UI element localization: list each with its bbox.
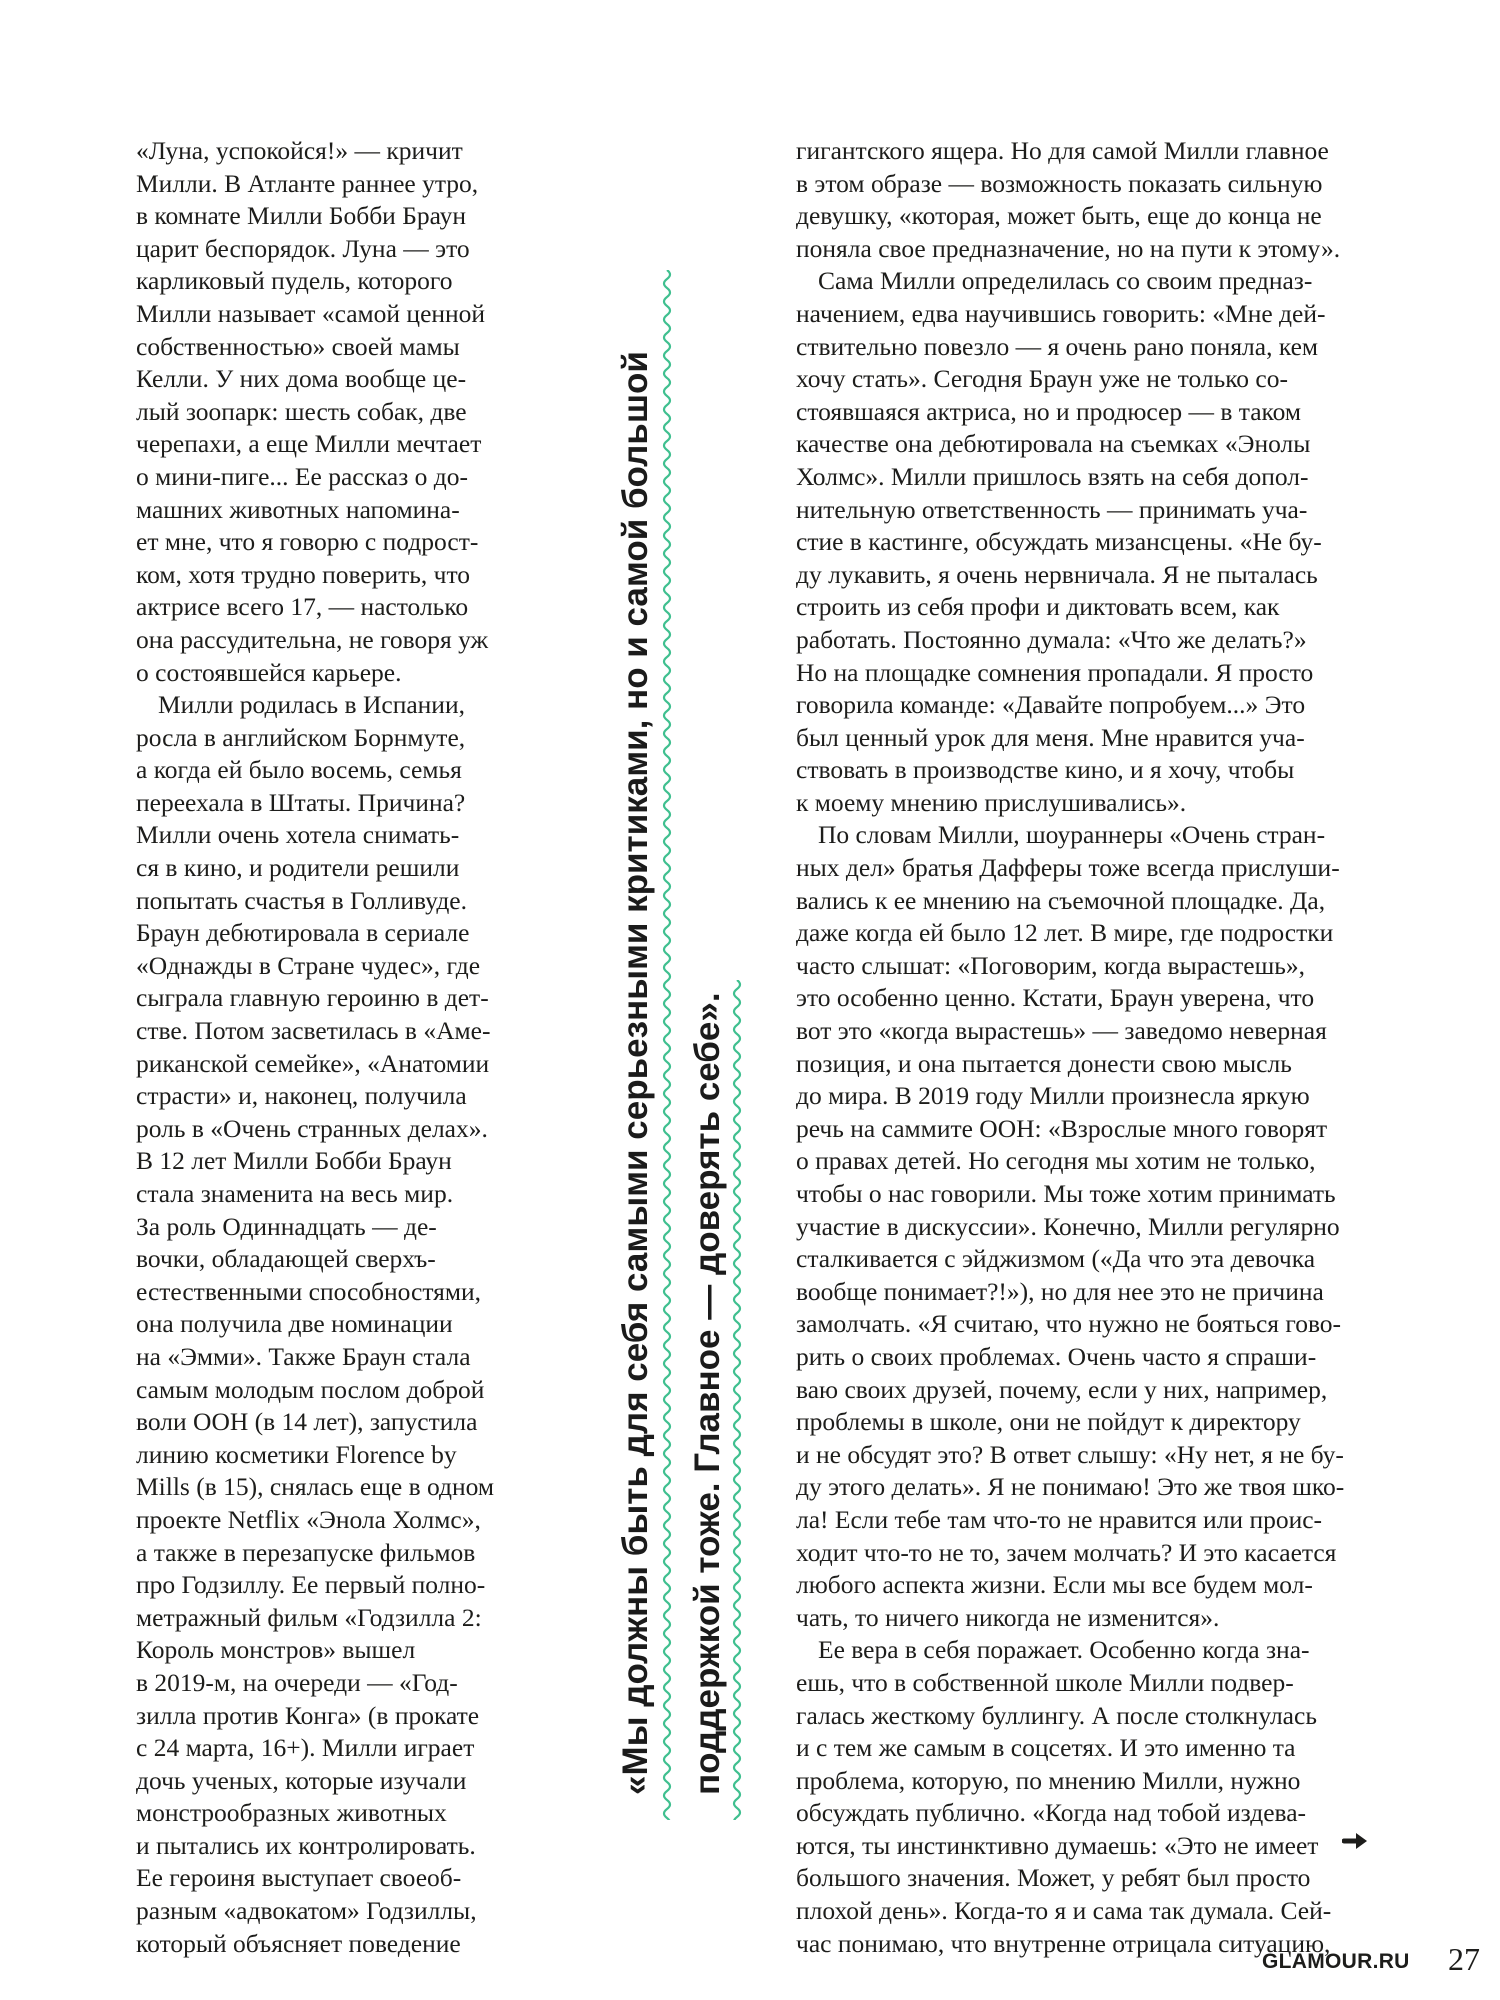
text-line: начением, едва научившись говорить: «Мне дей- — [796, 298, 1326, 328]
text-line: чтобы о нас говорили. Мы тоже хотим принимать — [796, 1179, 1336, 1208]
text-line: Ее вера в себя поражает. Особенно когда зна- — [818, 1635, 1310, 1665]
text-line: стала знаменита на весь мир. — [136, 1179, 454, 1208]
text-line: а также в перезапуске фильмов — [136, 1537, 476, 1567]
text-line: часто слышат: «Поговорим, когда вырастешь», — [796, 950, 1305, 980]
text-line: ных дел» братья Дафферы тоже всегда прислуши- — [796, 853, 1340, 883]
text-line: «Однажды в Стране чудес», где — [136, 950, 481, 980]
text-line: который объясняет поведение — [136, 1928, 461, 1958]
text-line: качестве она дебютировала на съемках «Энолы — [796, 429, 1311, 459]
text-line: проекте Netflix «Энола Холмс», — [136, 1504, 481, 1534]
text-line: роль в «Очень странных делах». — [136, 1113, 488, 1143]
text-line: и пытались их контролировать. — [136, 1830, 476, 1860]
article-column-left — [136, 135, 556, 1960]
text-line: вот это «когда вырастешь» — заведомо неверная — [796, 1016, 1327, 1046]
text-line: ся в кино, и родители решили — [136, 853, 460, 883]
text-line: хочу стать». Сегодня Браун уже не только со- — [796, 364, 1288, 394]
text-line: царит беспорядок. Луна — это — [136, 233, 470, 263]
text-line: девушку, «которая, может быть, еще до конца не — [796, 201, 1322, 231]
text-line: замолчать. «Я считаю, что нужно не бояться гово- — [796, 1309, 1342, 1339]
text-line: о правах детей. Но сегодня мы хотим не только, — [796, 1146, 1316, 1176]
text-line: о мини-пиге... Ее рассказ о до- — [136, 461, 469, 491]
text-line: гигантского ящера. Но для самой Милли главное — [796, 136, 1329, 165]
text-line: поняла свое предназначение, но на пути к этому». — [796, 233, 1341, 263]
text-line: актрисе всего 17, — настолько — [136, 592, 469, 622]
text-line: даже когда ей было 12 лет. В мире, где подростки — [796, 918, 1334, 948]
text-line: говорила команде: «Давайте попробуем...» Это — [796, 690, 1306, 720]
pull-quote-line-2: поддержкой тоже. Главное — доверять себе». — [688, 992, 727, 1795]
text-line: речь на саммите ООН: «Взрослые много говорят — [796, 1113, 1328, 1143]
text-line: чать, то ничего никогда не изменится». — [796, 1602, 1220, 1632]
text-line: самым молодым послом доброй — [136, 1374, 485, 1404]
text-line: Но на площадке сомнения пропадали. Я просто — [796, 657, 1314, 687]
text-line: ются, ты инстинктивно думаешь: «Это не имеет — [796, 1830, 1319, 1860]
text-line: к моему мнению прислушивались». — [796, 787, 1187, 817]
text-line: обсуждать публично. «Когда над тобой издева- — [796, 1798, 1307, 1828]
text-line: нительную ответственность — принимать уча- — [796, 494, 1308, 524]
text-line: час понимаю, что внутренне отрицала ситуацию, — [796, 1928, 1331, 1958]
text-line: участие в дискуссии». Конечно, Милли регулярно — [796, 1211, 1340, 1241]
text-line: галась жесткому буллингу. А после столкнулась — [796, 1700, 1317, 1730]
text-line: попытать счастья в Голливуде. — [136, 885, 467, 915]
text-line: Mills (в 15), снялась еще в одном — [136, 1472, 495, 1502]
text-line: в 2019-м, на очереди — «Год- — [136, 1667, 458, 1697]
text-line: ет мне, что я говорю с подрост- — [136, 527, 479, 557]
article-column-right — [796, 135, 1396, 1960]
text-line: вообще понимает?!»), но для нее это не причина — [796, 1276, 1324, 1306]
text-line: ду этого делать». Я не понимаю! Это же твоя шко- — [796, 1472, 1345, 1502]
text-line: рить о своих проблемах. Очень часто я спраши- — [796, 1341, 1317, 1371]
text-line: и не обсудят это? В ответ слышу: «Ну нет, я не бу- — [796, 1439, 1344, 1469]
text-line: Ее героиня выступает своеоб- — [136, 1863, 462, 1893]
text-line: Король монстров» вышел — [136, 1635, 416, 1665]
text-line: был ценный урок для меня. Мне нравится уча- — [796, 722, 1305, 752]
text-line: ешь, что в собственной школе Милли подвер- — [796, 1667, 1294, 1697]
footer-site: GLAMOUR.RU — [1262, 1950, 1410, 1973]
text-line: Милли родилась в Испании, — [158, 690, 465, 720]
text-line: сталкивается с эйджизмом («Да что эта девочка — [796, 1244, 1316, 1274]
text-line: дочь ученых, которые изучали — [136, 1765, 467, 1795]
text-line: Сама Милли определилась со своим предназ- — [818, 266, 1313, 296]
text-line: ваю своих друзей, почему, если у них, например, — [796, 1374, 1328, 1404]
text-line: в комнате Милли Бобби Браун — [136, 201, 467, 231]
text-line: страсти» и, наконец, получила — [136, 1081, 467, 1111]
text-line: переехала в Штаты. Причина? — [136, 787, 466, 817]
text-line: стоявшаяся актриса, но и продюсер — в таком — [796, 396, 1302, 426]
text-line: с 24 марта, 16+). Милли играет — [136, 1733, 475, 1763]
text-line: работать. Постоянно думала: «Что же делать?» — [796, 624, 1307, 654]
text-line: до мира. В 2019 году Милли произнесла яркую — [796, 1081, 1310, 1111]
text-line: сыграла главную героиню в дет- — [136, 983, 489, 1013]
wavy-divider-2 — [729, 980, 745, 1820]
text-line: ходит что-то не то, зачем молчать? И это касается — [796, 1537, 1337, 1567]
text-line: черепахи, а еще Милли мечтает — [136, 429, 482, 459]
text-line: позиция, и она пытается донести свою мысль — [796, 1048, 1292, 1078]
text-line: это особенно ценно. Кстати, Браун уверена, что — [796, 983, 1315, 1013]
text-line: росла в английском Борнмуте, — [136, 722, 466, 752]
text-line: Браун дебютировала в сериале — [136, 918, 470, 948]
text-line: ствовать в производстве кино, и я хочу, чтобы — [796, 755, 1295, 785]
text-line: в этом образе — возможность показать сильную — [796, 168, 1323, 198]
text-line: «Луна, успокойся!» — кричит — [136, 136, 463, 165]
text-line: машних животных напомина- — [136, 494, 460, 524]
text-line: разным «адвокатом» Годзиллы, — [136, 1896, 477, 1926]
text-line: Милли называет «самой ценной — [136, 298, 486, 328]
text-line: Келли. У них дома вообще це- — [136, 364, 467, 394]
text-line: о состоявшейся карьере. — [136, 657, 402, 687]
text-line: собственностью» своей мамы — [136, 331, 460, 361]
page-number: 27 — [1448, 1941, 1480, 1977]
wavy-divider-1 — [659, 270, 675, 1820]
text-line: Холмс». Милли пришлось взять на себя допол- — [796, 461, 1309, 491]
text-line: и с тем же самым в соцсетях. И это именно та — [796, 1733, 1296, 1763]
text-line: линию косметики Florence by — [136, 1439, 457, 1469]
text-line: стие в кастинге, обсуждать мизансцены. «Не бу- — [796, 527, 1322, 557]
text-line: на «Эмми». Также Браун стала — [136, 1341, 471, 1371]
text-line: воли ООН (в 14 лет), запустила — [136, 1407, 478, 1437]
text-line: проблема, которую, по мнению Милли, нужно — [796, 1765, 1301, 1795]
text-line: риканской семейке», «Анатомии — [136, 1048, 490, 1078]
text-line: За роль Одиннадцать — де- — [136, 1211, 437, 1241]
text-line: она рассудительна, не говоря уж — [136, 624, 489, 654]
text-line: ствительно повезло — я очень рано поняла, кем — [796, 331, 1319, 361]
text-line: ду лукавить, я очень нервничала. Я не пыталась — [796, 559, 1318, 589]
text-line: Милли. В Атланте раннее утро, — [136, 168, 479, 198]
text-line: плохой день». Когда-то я и сама так думала. Сей- — [796, 1896, 1332, 1926]
text-line: естественными способностями, — [136, 1276, 482, 1306]
text-line: метражный фильм «Годзилла 2: — [136, 1602, 482, 1632]
arrow-right-icon — [1342, 1830, 1372, 1852]
text-line: По словам Милли, шоураннеры «Очень стран- — [818, 820, 1326, 850]
text-line: строить из себя профи и диктовать всем, как — [796, 592, 1280, 622]
text-line: любого аспекта жизни. Если мы все будем мол- — [796, 1570, 1313, 1600]
text-line: вочки, обладающей сверхъ- — [136, 1244, 436, 1274]
text-line: вались к ее мнению на съемочной площадке. Да, — [796, 885, 1326, 915]
text-line: В 12 лет Милли Бобби Браун — [136, 1146, 452, 1176]
text-line: лый зоопарк: шесть собак, две — [136, 396, 467, 426]
pull-quote-line-1: «Мы должны быть для себя самыми серьезными критиками, но и самой большой — [616, 351, 655, 1795]
text-line: а когда ей было восемь, семья — [136, 755, 462, 785]
text-line: ла! Если тебе там что-то не нравится или проис- — [796, 1504, 1323, 1534]
text-line: про Годзиллу. Ее первый полно- — [136, 1570, 486, 1600]
text-line: она получила две номинации — [136, 1309, 453, 1339]
text-line: ком, хотя трудно поверить, что — [136, 559, 471, 589]
text-line: проблемы в школе, они не пойдут к директору — [796, 1407, 1301, 1437]
text-line: Милли очень хотела снимать- — [136, 820, 460, 850]
text-line: стве. Потом засветилась в «Аме- — [136, 1016, 491, 1046]
text-line: монстрообразных животных — [136, 1798, 447, 1828]
text-line: большого значения. Может, у ребят был просто — [796, 1863, 1311, 1893]
text-line: карликовый пудель, которого — [136, 266, 453, 296]
text-line: зилла против Конга» (в прокате — [136, 1700, 480, 1730]
